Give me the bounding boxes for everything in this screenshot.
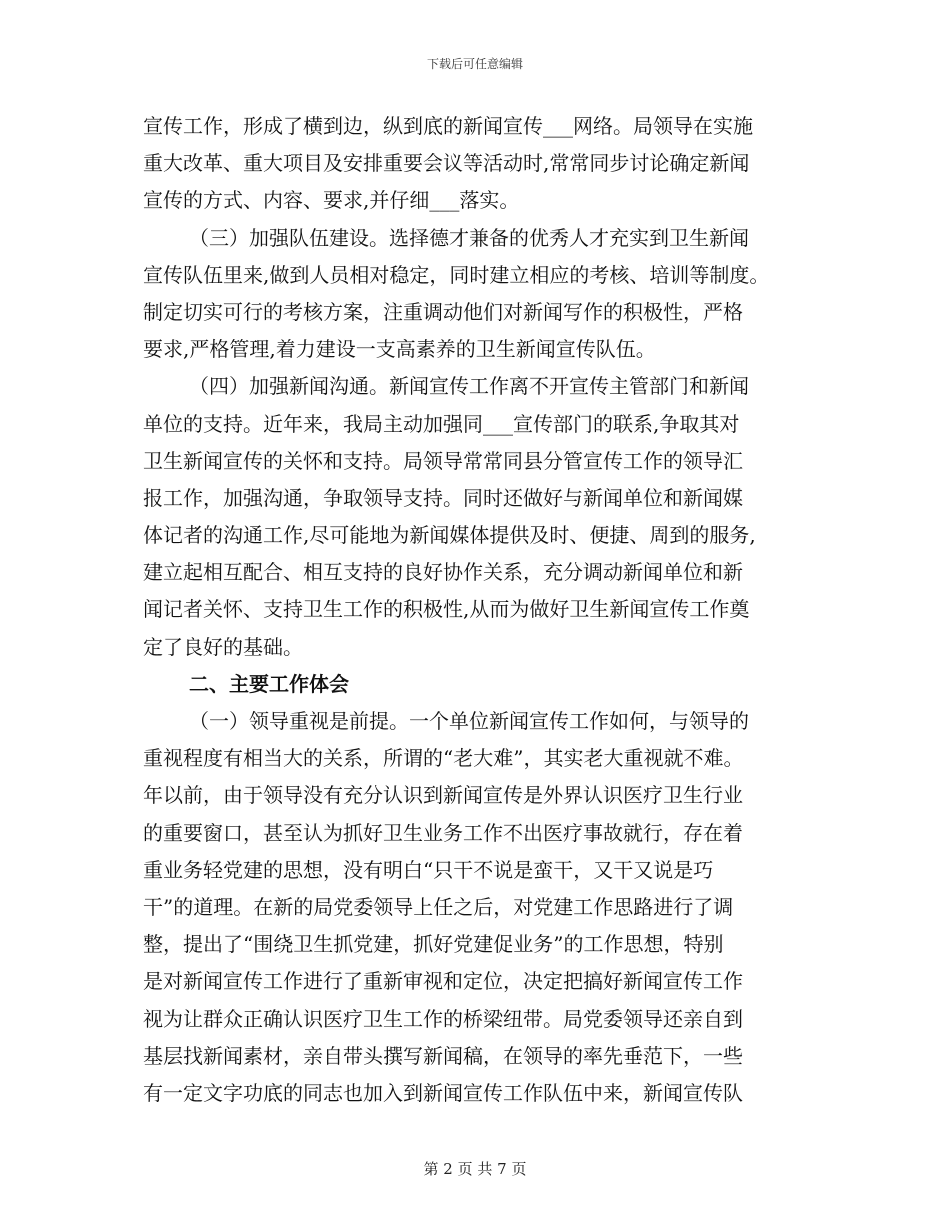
text-line: 制定切实可行的考核方案，注重调动他们对新闻写作的积极性，严格 (143, 299, 743, 324)
text-line: 定了良好的基础。 (143, 634, 303, 659)
text-line: 的重要窗口，甚至认为抓好卫生业务工作不出医疗事故就行，存在着 (143, 820, 743, 845)
text-line: 宣传工作，形成了横到边，纵到底的新闻宣传___网络。局领导在实施 (143, 114, 753, 138)
text-line: 闻记者关怀、支持卫生工作的积极性,从而为做好卫生新闻宣传工作奠 (143, 597, 750, 622)
page-number-footer: 第 2 页 共 7 页 (423, 1160, 527, 1178)
text-line: 单位的支持。近年来，我局主动加强同___宣传部门的联系,争取其对 (143, 411, 740, 436)
paragraph-start-line: （四）加强新闻沟通。新闻宣传工作离不开宣传主管部门和新闻 (189, 374, 749, 399)
text-line: 重视程度有相当大的关系，所谓的“老大难”，其实老大重视就不难。 (143, 746, 744, 771)
text-line: 宣传的方式、内容、要求,并仔细___落实。 (143, 188, 520, 213)
text-line: 建立起相互配合、相互支持的良好协作关系，充分调动新闻单位和新 (143, 560, 743, 585)
section-heading: 二、主要工作体会 (189, 671, 349, 696)
text-line: 报工作，加强沟通，争取领导支持。同时还做好与新闻单位和新闻媒 (143, 485, 743, 510)
text-line: 有一定文字功底的同志也加入到新闻宣传工作队伍中来，新闻宣传队 (143, 1080, 743, 1105)
text-line: 宣传队伍里来,做到人员相对稳定，同时建立相应的考核、培训等制度。 (143, 262, 770, 287)
text-line: 整，提出了“围绕卫生抓党建，抓好党建促业务”的工作思想，特别 (143, 932, 724, 957)
text-line: 重大改革、重大项目及安排重要会议等活动时,常常同步讨论确定新闻 (143, 151, 750, 176)
paragraph-start-line: （一）领导重视是前提。一个单位新闻宣传工作如何，与领导的 (189, 709, 749, 733)
text-line: 年以前，由于领导没有充分认识到新闻宣传是外界认识医疗卫生行业 (143, 783, 743, 808)
text-line: 重业务轻党建的思想，没有明白“只干不说是蛮干，又干又说是巧 (143, 857, 714, 882)
document-body (143, 108, 823, 1112)
text-line: 干”的道理。在新的局党委领导上任之后，对党建工作思路进行了调 (143, 894, 734, 919)
page-header: 下载后可任意编辑 (426, 57, 523, 71)
text-line: 基层找新闻素材，亲自带头撰写新闻稿，在领导的率先垂范下，一些 (143, 1043, 743, 1068)
text-line: 体记者的沟通工作,尽可能地为新闻媒体提供及时、便捷、周到的服务, (143, 523, 756, 548)
text-line: 视为让群众正确认识医疗卫生工作的桥梁纽带。局党委领导还亲自到 (143, 1006, 743, 1031)
text-line: 要求,严格管理,着力建设一支高素养的卫生新闻宣传队伍。 (143, 337, 656, 362)
text-line: 是对新闻宣传工作进行了重新审视和定位，决定把搞好新闻宣传工作 (143, 969, 743, 994)
text-line: 卫生新闻宣传的关怀和支持。局领导常常同县分管宣传工作的领导汇 (143, 448, 743, 473)
paragraph-start-line: （三）加强队伍建设。选择德才兼备的优秀人才充实到卫生新闻 (189, 225, 749, 250)
